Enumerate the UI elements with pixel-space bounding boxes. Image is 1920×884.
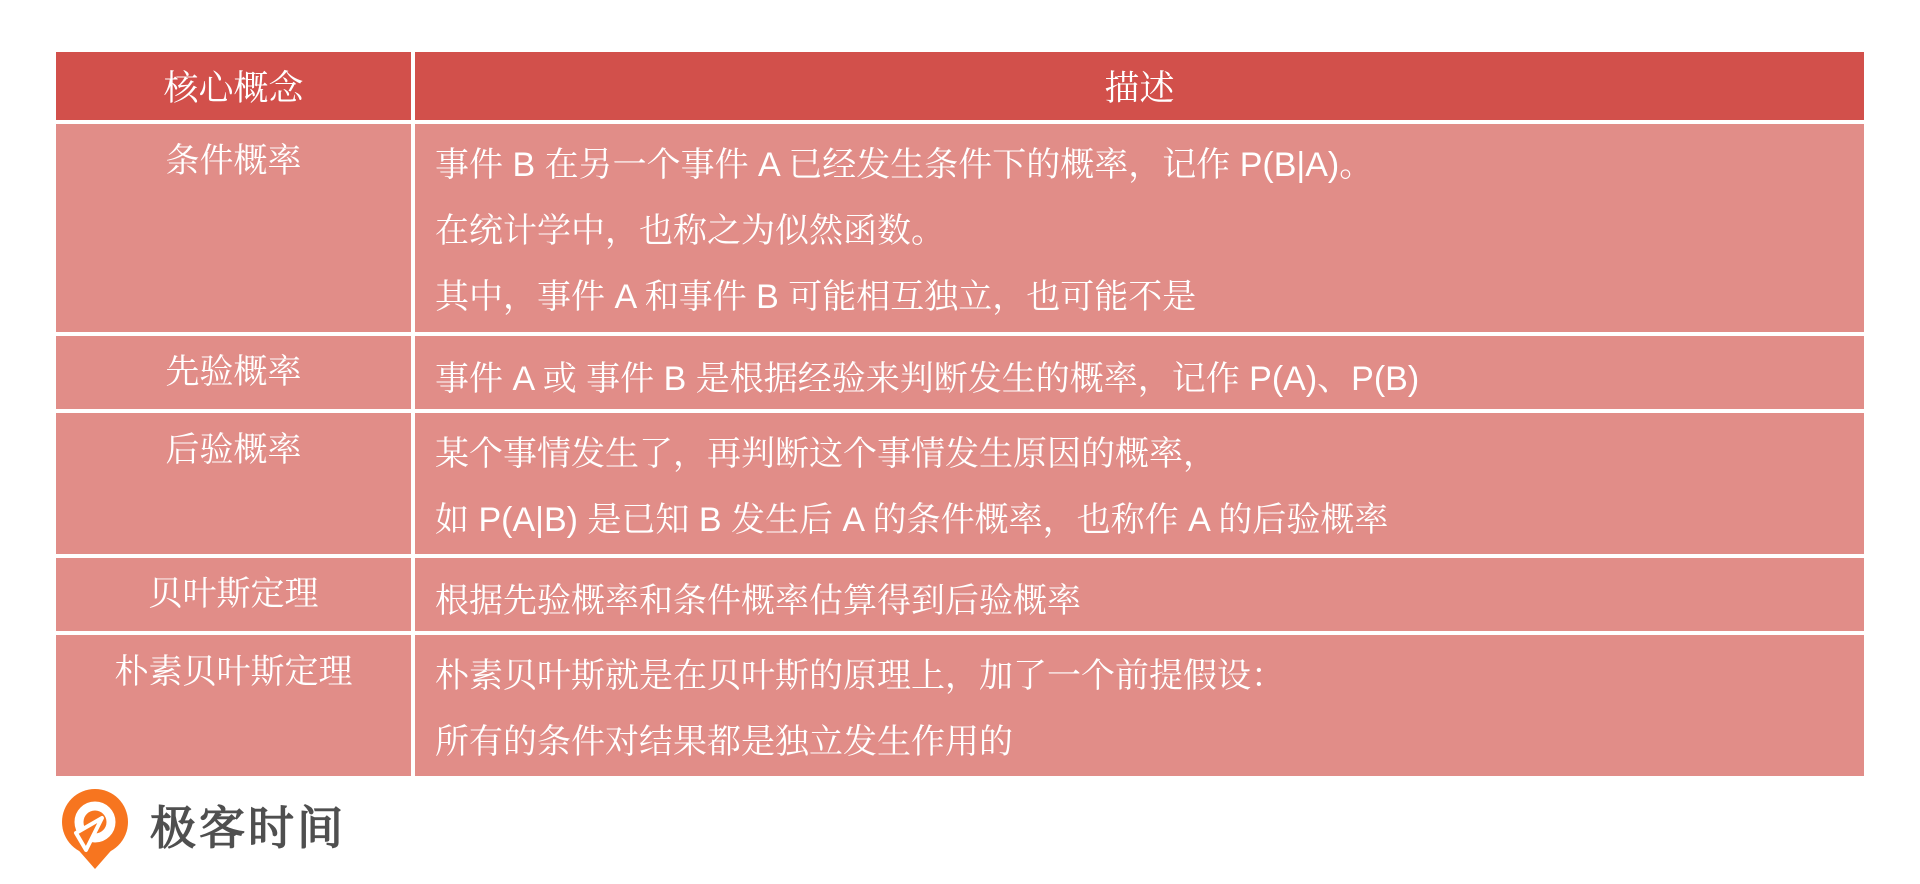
brand-name: 极客时间 xyxy=(150,802,346,854)
table-row-description xyxy=(415,413,1864,554)
description-line: 事件 A 或 事件 B 是根据经验来判断发生的概率，记作 P(A)、P(B) xyxy=(435,360,1420,398)
table-row-description xyxy=(415,124,1864,332)
description-line: 根据先验概率和条件概率估算得到后验概率 xyxy=(435,582,1081,620)
table-header-concept: 核心概念 xyxy=(56,52,411,120)
table-row-description xyxy=(415,336,1864,409)
table-row-description xyxy=(415,558,1864,631)
table-row-description xyxy=(415,635,1864,776)
description-line: 所有的条件对结果都是独立发生作用的 xyxy=(435,723,1013,761)
brand-footer xyxy=(56,786,346,870)
geektime-logo-icon xyxy=(56,786,134,870)
table-row-concept: 条件概率 xyxy=(56,124,411,332)
description-line: 某个事情发生了，再判断这个事情发生原因的概率， xyxy=(435,435,1217,473)
description-line: 朴素贝叶斯就是在贝叶斯的原理上，加了一个前提假设： xyxy=(435,657,1285,695)
table-header-description: 描述 xyxy=(415,52,1864,120)
description-line: 其中，事件 A 和事件 B 可能相互独立，也可能不是 xyxy=(435,278,1197,316)
description-line: 事件 B 在另一个事件 A 已经发生条件下的概率，记作 P(B|A)。 xyxy=(435,146,1374,184)
table-row-concept: 贝叶斯定理 xyxy=(56,558,411,631)
table-row-concept: 朴素贝叶斯定理 xyxy=(56,635,411,776)
concept-table xyxy=(56,52,1864,776)
description-line: 如 P(A|B) 是已知 B 发生后 A 的条件概率，也称作 A 的后验概率 xyxy=(435,501,1389,539)
table-row-concept: 后验概率 xyxy=(56,413,411,554)
description-line: 在统计学中，也称之为似然函数。 xyxy=(435,212,945,250)
table-row-concept: 先验概率 xyxy=(56,336,411,409)
